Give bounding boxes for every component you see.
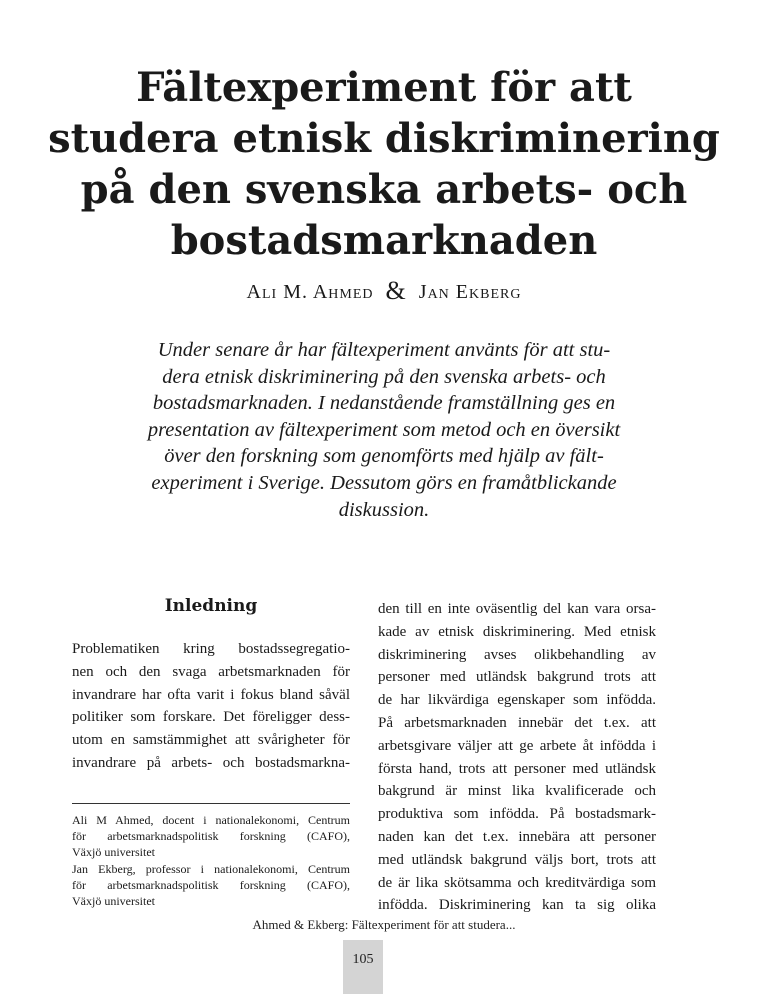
footnote-line: Växjö universitet	[72, 894, 155, 909]
body-line: infödda. Diskriminering kan ta sig olika	[378, 897, 656, 914]
body-line: invandrare har ofta varit i fokus bland såväl	[72, 686, 350, 703]
page-number: 105	[352, 952, 374, 967]
section-heading: Inledning	[164, 596, 258, 616]
footnote-line: för arbetsmarknadspolitisk forskning (CAFO),	[72, 829, 350, 844]
author-line	[0, 275, 768, 305]
body-line: Problematiken kring bostadssegregatio-	[72, 641, 350, 657]
page-number-box	[343, 940, 383, 994]
footnote-line: för arbetsmarknadspolitisk forskning (CAFO),	[72, 877, 350, 892]
footnote-line: Jan Ekberg, professor i nationalekonomi, Centrum	[72, 861, 350, 876]
body-line: utom en samstämmighet att svårigheter för	[72, 732, 350, 749]
author-ampersand: &	[385, 276, 407, 305]
footnote-line: Växjö universitet	[72, 845, 155, 860]
abstract-line: bostadsmarknaden. I nedanstående framställning ges en	[152, 392, 616, 415]
body-line: invandrare på arbets- och bostadsmarkna-	[72, 754, 350, 771]
abstract-line: experiment i Sverige. Dessutom görs en framåtblickande	[151, 471, 617, 494]
body-line: På arbetsmarknaden innebär det t.ex. att	[378, 714, 656, 731]
abstract-line: presentation av fältexperiment som metod och en översikt	[147, 418, 621, 441]
title-line: bostadsmarknaden	[170, 217, 598, 264]
body-line: naden kan det t.ex. innebära att personer	[378, 828, 656, 845]
right-column	[378, 598, 656, 917]
abstract-line: diskussion.	[338, 498, 430, 521]
body-line: arbetsgivare väljer att ge arbete åt infödda i	[378, 737, 656, 754]
author-name: Ali M. Ahmed	[246, 281, 374, 303]
body-line: de har likvärdiga egenskaper som infödda.	[378, 692, 656, 709]
running-footer: Ahmed & Ekberg: Fältexperiment för att studera...	[252, 917, 516, 932]
title-line: studera etnisk diskriminering	[48, 115, 720, 162]
abstract-line: Under senare år har fältexperiment använts för att stu-	[157, 339, 611, 361]
author-name: Jan Ekberg	[418, 281, 522, 303]
body-paragraph	[378, 598, 656, 917]
body-line: diskriminering avses olikbehandling av	[378, 646, 656, 663]
article-title	[40, 62, 728, 266]
abstract-line: dera etnisk diskriminering på den svenska arbets- och	[162, 365, 606, 388]
left-column	[72, 590, 350, 910]
body-line: den till en inte oväsentlig del kan vara orsa-	[378, 601, 656, 617]
body-line: de är lika skötsamma och kreditvärdiga som	[378, 874, 656, 891]
body-line: personer med utländsk bakgrund trots att	[378, 669, 656, 686]
body-line: första hand, trots att personer med utländsk	[378, 760, 656, 777]
footnote-divider	[72, 803, 350, 804]
title-line: Fältexperiment för att	[136, 64, 632, 111]
body-line: med utländsk bakgrund väljs bort, trots att	[378, 851, 656, 868]
body-line: nen och den svaga arbetsmarknaden för	[72, 663, 350, 680]
body-line: kade av etnisk diskriminering. Med etnisk	[378, 623, 656, 640]
title-line: på den svenska arbets- och	[80, 166, 688, 213]
abstract-line: över den forskning som genomförts med hjälp av fält-	[164, 445, 604, 468]
body-line: produktiva som infödda. På bostadsmark-	[378, 806, 656, 823]
body-line: bakgrund är minst lika kvalificerade och	[378, 783, 656, 800]
body-line: politiker som forskare. Det föreligger dess-	[72, 709, 350, 726]
author-footnote	[72, 812, 350, 910]
abstract	[110, 337, 658, 523]
footnote-line: Ali M Ahmed, docent i nationalekonomi, Centrum	[72, 812, 350, 827]
body-paragraph	[72, 638, 350, 775]
